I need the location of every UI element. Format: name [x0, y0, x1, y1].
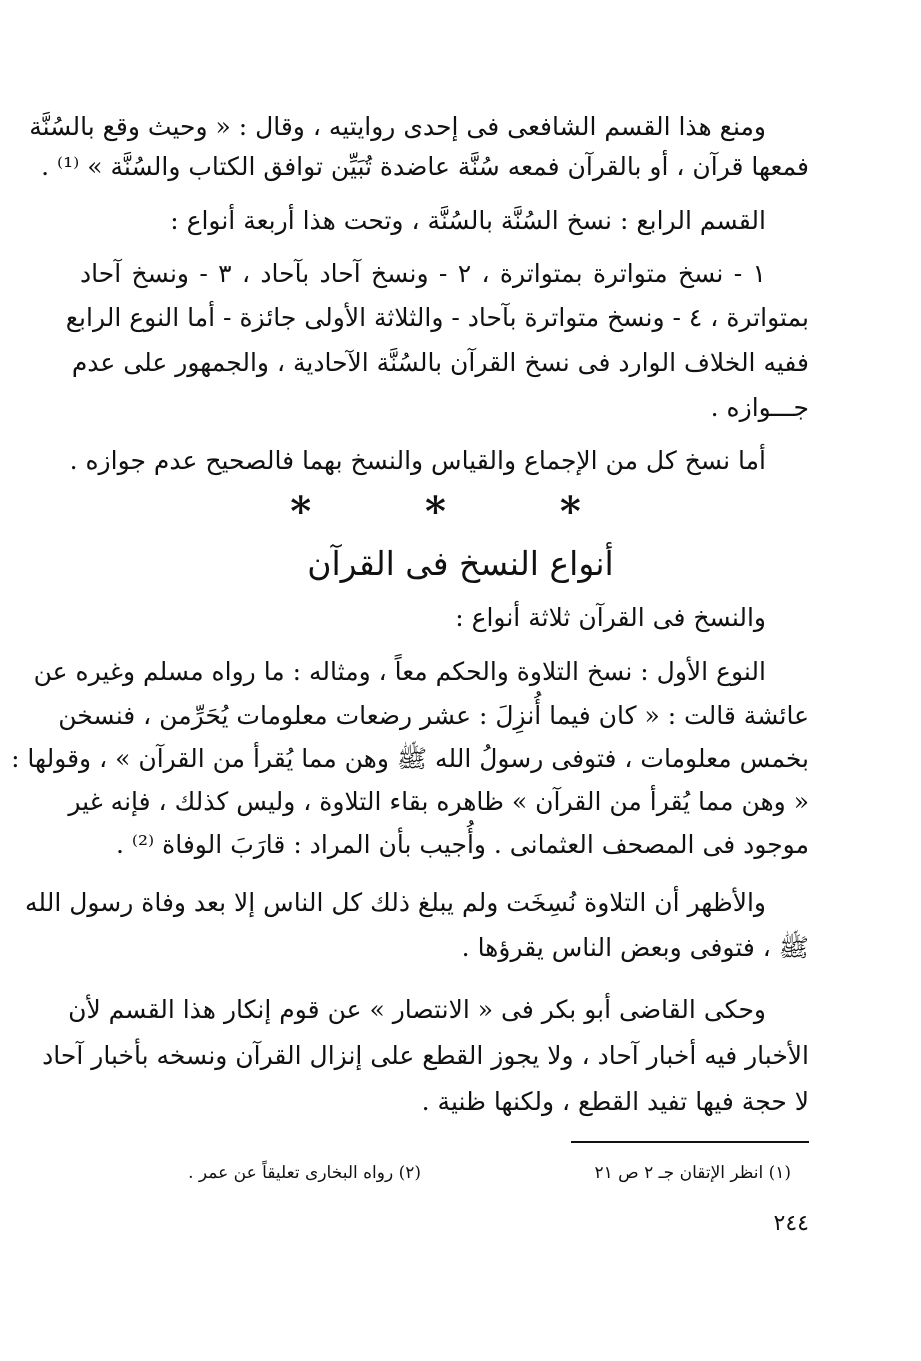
section-heading: أنواع النسخ فى القرآن — [307, 544, 614, 583]
text-line: ﷺ ، فتوفى وبعض الناس يقرؤها . — [461, 933, 809, 962]
text-line: موجود فى المصحف العثمانى . وأُجيب بأن المراد : قارَبَ الوفاة ⁽²⁾ . — [115, 830, 809, 859]
text-line: القسم الرابع : نسخ السُنَّة بالسُنَّة ، وتحت هذا أربعة أنواع : — [170, 206, 766, 235]
text-line: وحكى القاضى أبو بكر فى « الانتصار » عن قوم إنكار هذا القسم لأن — [68, 995, 766, 1024]
footnote-divider — [571, 1141, 809, 1143]
text-line: بمتواترة ، ٤ - ونسخ متواترة بآحاد - والثلاثة الأولى جائزة - أما النوع الرابع — [65, 303, 809, 332]
text-line: فمعها قرآن ، أو بالقرآن فمعه سُنَّة عاضدة تُبَيِّن توافق الكتاب والسُنَّة » ⁽¹⁾ . — [41, 152, 809, 181]
section-ornament: * * * — [290, 488, 631, 535]
text-line: جـــوازه . — [710, 393, 809, 422]
text-line: عائشة قالت : « كان فيما أُنزِلَ : عشر رضعات معلومات يُحَرِّمن ، فنسخن — [58, 701, 809, 730]
text-line: ففيه الخلاف الوارد فى نسخ القرآن بالسُنَّة الآحادية ، والجمهور على عدم — [71, 348, 809, 377]
text-line: أما نسخ كل من الإجماع والقياس والنسخ بهما فالصحيح عدم جوازه . — [69, 446, 766, 475]
text-line: ١ - نسخ متواترة بمتواترة ، ٢ - ونسخ آحاد بآحاد ، ٣ - ونسخ آحاد — [80, 259, 766, 288]
footnote-2: (٢) رواه البخارى تعليقاً عن عمر . — [188, 1163, 421, 1183]
text-line: « وهن مما يُقرأ من القرآن » ظاهره بقاء التلاوة ، وليس كذلك ، فإنه غير — [68, 787, 809, 816]
text-line: والنسخ فى القرآن ثلاثة أنواع : — [455, 603, 766, 632]
footnote-1: (١) انظر الإتقان جـ ٢ ص ٢١ — [594, 1163, 791, 1183]
text-line: الأخبار فيه أخبار آحاد ، ولا يجوز القطع على إنزال القرآن ونسخه بأخبار آحاد — [42, 1041, 809, 1070]
text-line: بخمس معلومات ، فتوفى رسولُ الله ﷺ وهن مما يُقرأ من القرآن » ، وقولها : — [11, 744, 809, 773]
text-line: والأظهر أن التلاوة نُسِخَت ولم يبلغ ذلك كل الناس إلا بعد وفاة رسول الله — [25, 888, 766, 917]
page-number: ٢٤٤ — [773, 1211, 809, 1236]
text-line: النوع الأول : نسخ التلاوة والحكم معاً ، ومثاله : ما رواه مسلم وغيره عن — [33, 657, 766, 686]
text-line: ومنع هذا القسم الشافعى فى إحدى روايتيه ، وقال : « وحيث وقع بالسُنَّة — [29, 112, 766, 141]
text-line: لا حجة فيها تفيد القطع ، ولكنها ظنية . — [421, 1087, 809, 1116]
